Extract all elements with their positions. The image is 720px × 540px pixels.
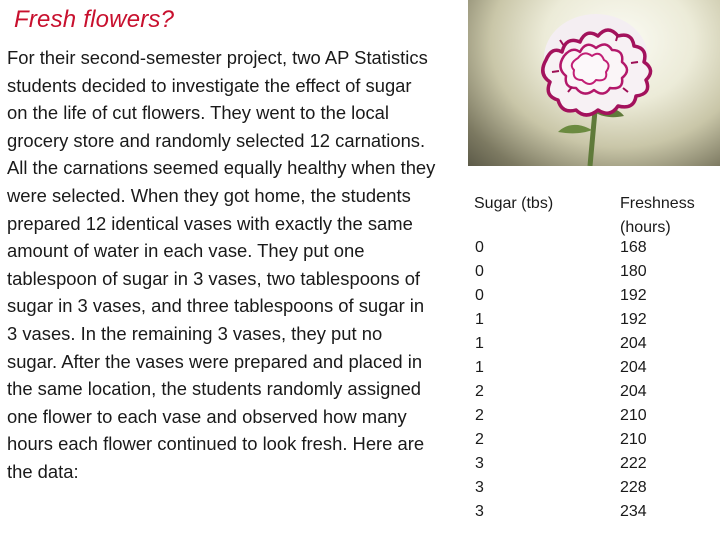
sugar-cell: 1 [475,335,484,352]
freshness-cell: 204 [620,383,647,400]
freshness-cell: 222 [620,455,647,472]
table-row [470,404,720,428]
table-row [470,500,720,524]
table-row [470,284,720,308]
column-header-freshness-line2: (hours) [620,219,671,236]
freshness-cell: 228 [620,479,647,496]
sugar-cell: 3 [475,455,484,472]
column-header-freshness-line1: Freshness [620,195,695,212]
carnation-photo [468,0,720,166]
table-row [470,236,720,260]
sugar-cell: 3 [475,503,484,520]
sugar-cell: 3 [475,479,484,496]
table-row [470,476,720,500]
sugar-cell: 0 [475,287,484,304]
freshness-cell: 192 [620,311,647,328]
sugar-cell: 1 [475,359,484,376]
table-row [470,308,720,332]
table-body [470,236,720,524]
table-row [470,428,720,452]
sugar-cell: 1 [475,311,484,328]
sugar-cell: 0 [475,239,484,256]
freshness-cell: 234 [620,503,647,520]
page-title: Fresh flowers? [14,6,175,33]
description-paragraph: For their second-semester project, two AP Statistics students decided to investigate the effect of sugar on the life of cut flowers. They went to the local grocery store and randomly selected 12 carnations. All the carnations seemed equally healthy when they were selected. When they got home, the students prepared 12 identical vases with exactly the same amount of water in each vase. They put one tablespoon of sugar in 3 vases, two tablespoons of sugar in 3 vases, and three tablespoons of sugar in 3 vases. In the remaining 3 vases, they put no sugar. After the vases were prepared and placed in the same location, the students randomly assigned one flower to each vase and observed how many hours each flower continued to look fresh. Here are the data: [7,47,436,482]
freshness-cell: 204 [620,359,647,376]
freshness-cell: 168 [620,239,647,256]
carnation-flower-icon [468,0,720,166]
sugar-cell: 0 [475,263,484,280]
table-row [470,260,720,284]
sugar-cell: 2 [475,431,484,448]
table-row [470,380,720,404]
table-row [470,452,720,476]
table-row [470,356,720,380]
sugar-cell: 2 [475,383,484,400]
freshness-cell: 210 [620,431,647,448]
freshness-cell: 210 [620,407,647,424]
freshness-cell: 192 [620,287,647,304]
column-header-sugar: Sugar (tbs) [474,195,554,212]
column-header-freshness [620,192,720,236]
table-row [470,332,720,356]
freshness-cell: 180 [620,263,647,280]
freshness-cell: 204 [620,335,647,352]
sugar-cell: 2 [475,407,484,424]
